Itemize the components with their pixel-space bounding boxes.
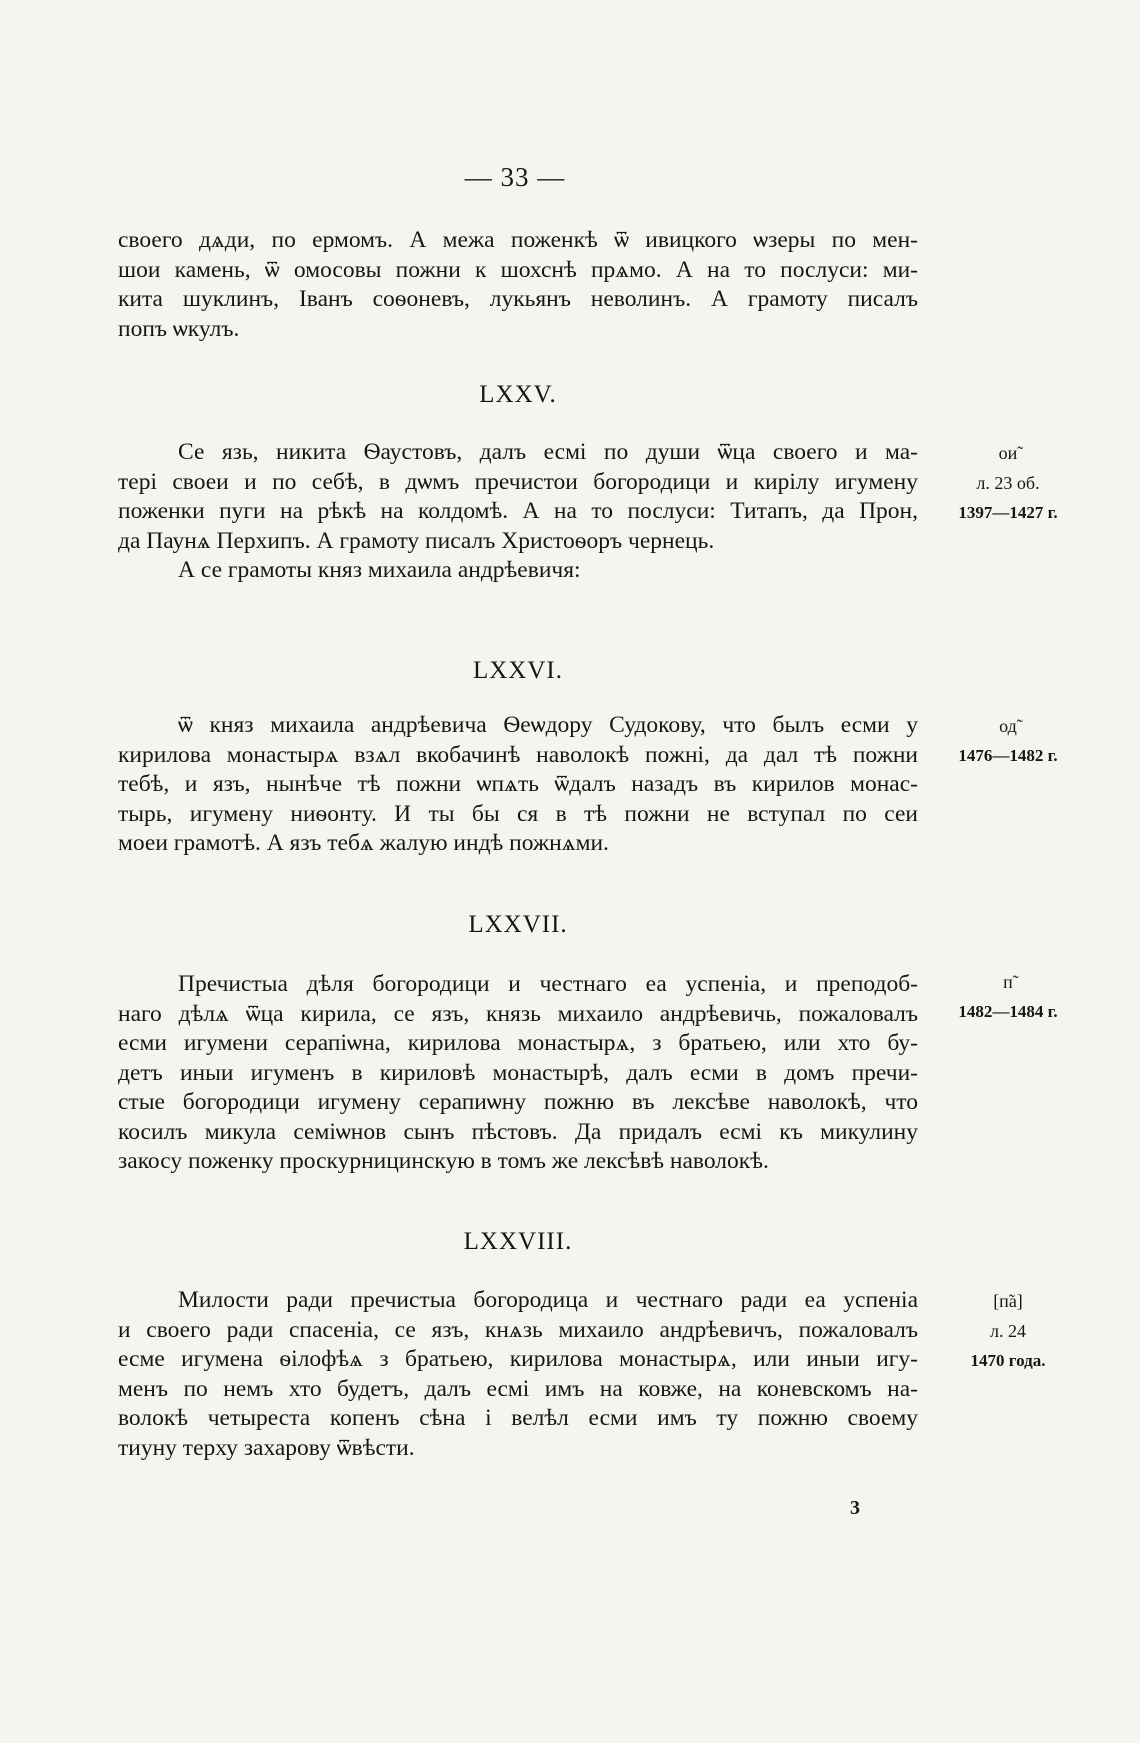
- text-line: кита шуклинъ, Іванъ соѳоневъ, лукьянъ неволинъ. А грамоту писалъ: [118, 286, 918, 312]
- text-line: тері своеи и по себѣ, в дѡмъ пречистои богородици и кирілу игумену: [118, 468, 918, 495]
- text-line: кирилова монастырѧ взѧл вкобачинѣ наволокѣ пожні, да дал тѣ пожни: [118, 741, 918, 768]
- text-line: да Паунѧ Перхипъ. А грамоту писалъ Христоѳоръ чернець.: [118, 527, 715, 554]
- folio-sheet: л. 24: [990, 1321, 1026, 1341]
- margin-note-lxxv: [938, 438, 1078, 528]
- signature-mark: 3: [850, 1497, 860, 1519]
- folio-date: 1397—1427 г.: [958, 503, 1058, 522]
- text-line: попъ ѡкулъ.: [118, 315, 240, 342]
- text-line: А се грамоты княз михаила андрѣевичя:: [178, 557, 581, 583]
- folio-sheet: л. 23 об.: [976, 473, 1040, 493]
- margin-note-lxxviii: [938, 1286, 1078, 1376]
- text-line: наго дѣлѧ ѿца кирила, се язъ, князь михаило андрѣевичь, пожаловалъ: [118, 1000, 918, 1027]
- text-line: ѿ княз михаила андрѣевича Ѳеѡдору Судокову, что былъ есми у: [178, 712, 918, 738]
- text-line: волокѣ четыреста копенъ сѣна і велѣл есми имъ ту пожню своему: [118, 1405, 918, 1431]
- section-heading-lxxviii: LXXVIII.: [463, 1228, 573, 1255]
- text-line: поженки пуги на рѣкѣ на колдомѣ. А на то послуси: Титапъ, да Прон,: [118, 498, 918, 524]
- section-text-lxxvii: [118, 970, 918, 1177]
- text-line: стые богородици игумену серапиѡну пожню въ лексѣве наволокѣ, что: [118, 1089, 918, 1115]
- page-number: — 33 —: [464, 162, 566, 192]
- section-heading-lxxvi: LXXVI.: [472, 657, 563, 684]
- text-line: тиуну терху захарову ѿвѣсти.: [118, 1434, 415, 1461]
- intro-paragraph: [118, 226, 918, 344]
- folio-date: 1476—1482 г.: [958, 746, 1058, 765]
- text-line: и своего ради спасеніа, се язъ, кнѧзь михаило андрѣевичъ, пожаловалъ: [118, 1316, 918, 1343]
- text-line: есме игумена ѳілофѣѧ з братьею, кирилова монастырѧ, или иныи игу-: [118, 1346, 918, 1372]
- text-line: моеи грамотѣ. А язъ тебѧ жалую индѣ пожнѧми.: [118, 830, 609, 856]
- text-line: Се язь, никита Ѳаустовъ, далъ есмі по души ѿца своего и ма-: [178, 439, 918, 465]
- folio-number: ои̃: [998, 443, 1018, 463]
- text-line: менъ по немъ хто будетъ, далъ есмі имъ на ковже, на коневскомъ на-: [118, 1375, 918, 1402]
- text-line: Милости ради пречистыа богородица и честнаго ради еа успеніа: [178, 1287, 918, 1313]
- text-line: шои камень, ѿ омосовы пожни к шохснѣ прѧмо. А на то послуси: ми-: [118, 256, 918, 283]
- folio-number: од̃: [999, 716, 1017, 736]
- text-line: тебѣ, и язъ, нынѣче тѣ пожни ѡпѧть ѿдалъ назадъ въ кирилов монас-: [118, 771, 918, 797]
- text-line: закосу поженку проскурницинскую в томъ же лексѣвѣ наволокѣ.: [118, 1148, 769, 1174]
- folio-date: 1470 года.: [970, 1351, 1046, 1370]
- text-line: своего дѧди, по ермомъ. А межа поженкѣ ѿ ивицкого ѡзеры по мен-: [118, 227, 918, 253]
- text-line: Пречистыа дѣля богородици и честнаго еа успеніа, и преподоб-: [178, 971, 918, 997]
- section-heading-lxxvii: LXXVII.: [468, 911, 568, 938]
- section-text-lxxviii: [118, 1286, 918, 1463]
- section-text-lxxv: [118, 438, 918, 586]
- text-line: тырь, игумену ниѳонту. И ты бы ся в тѣ пожни не вступал по сеи: [118, 800, 918, 827]
- section-text-lxxvi: [118, 711, 918, 859]
- margin-note-lxxvi: [938, 711, 1078, 771]
- margin-note-lxxvii: [938, 967, 1078, 1027]
- text-line: есми игумени серапіѡна, кирилова монастырѧ, з братьею, или хто бу-: [118, 1030, 918, 1056]
- folio-date: 1482—1484 г.: [958, 1002, 1058, 1021]
- folio-number: [п̃а]: [993, 1291, 1023, 1311]
- text-line: детъ иныи игуменъ в кириловѣ монастырѣ, далъ есми в домъ пречи-: [118, 1059, 918, 1086]
- section-heading-lxxv: LXXV.: [479, 381, 557, 408]
- folio-number: п̃: [1003, 972, 1013, 992]
- text-line: косилъ микула семіѡнов сынъ пѣстовъ. Да придалъ есмі къ микулину: [118, 1118, 918, 1145]
